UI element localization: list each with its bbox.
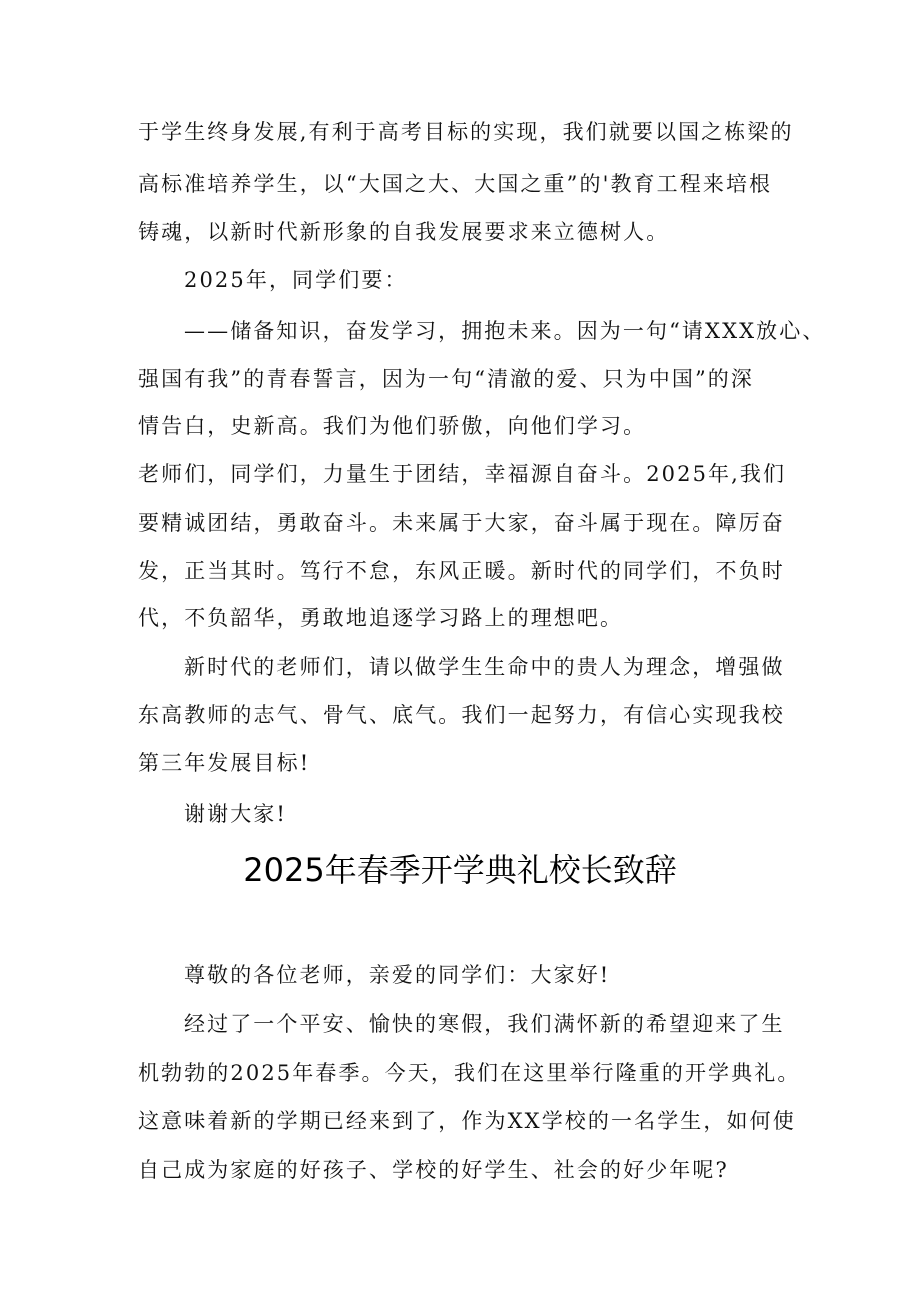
body-line: 要精诚团结，勇敢奋斗。未来属于大家，奋斗属于现在。障厉奋 <box>138 511 785 535</box>
body-line: 于学生终身发展,有利于高考目标的实现，我们就要以国之栋梁的 <box>138 120 794 144</box>
body-line: 谢谢大家! <box>184 802 287 826</box>
body-line: 尊敬的各位老师，亲爱的同学们：大家好! <box>184 963 611 987</box>
body-line: ——储备知识，奋发学习，拥抱未来。因为一句“请XXX放心、 <box>184 319 826 343</box>
section-title: 2025年春季开学典礼校长致辞 <box>243 851 677 889</box>
body-line: 老师们，同学们，力量生于团结，幸福源自奋斗。2025年,我们 <box>138 462 787 486</box>
body-line: 2025年，同学们要： <box>184 268 408 292</box>
body-line: 发，正当其时。笃行不怠，东风正暖。新时代的同学们，不负时 <box>138 559 785 583</box>
body-line: 东高教师的志气、骨气、底气。我们一起努力，有信心实现我校 <box>138 703 785 727</box>
body-line: 高标准培养学生，以“大国之大、大国之重”的'教育工程来培根 <box>138 172 773 196</box>
body-line: 强国有我”的青春誓言，因为一句“清澈的爱、只为中国”的深 <box>138 367 755 391</box>
body-line: 新时代的老师们，请以做学生生命中的贵人为理念，增强做 <box>184 655 785 679</box>
body-line: 这意味着新的学期已经来到了，作为XX学校的一名学生，如何使 <box>138 1109 796 1133</box>
body-line: 自己成为家庭的好孩子、学校的好学生、社会的好少年呢? <box>138 1158 729 1182</box>
body-line: 第三年发展目标! <box>138 751 311 775</box>
body-line: 机勃勃的2025年春季。今天，我们在这里举行隆重的开学典礼。 <box>138 1061 801 1085</box>
body-line: 情告白，史新高。我们为他们骄傲，向他们学习。 <box>138 414 647 438</box>
body-line: 经过了一个平安、愉快的寒假，我们满怀新的希望迎来了生 <box>184 1012 785 1036</box>
body-line: 铸魂，以新时代新形象的自我发展要求来立德树人。 <box>138 220 670 244</box>
body-line: 代，不负韶华，勇敢地追逐学习路上的理想吧。 <box>138 606 624 630</box>
